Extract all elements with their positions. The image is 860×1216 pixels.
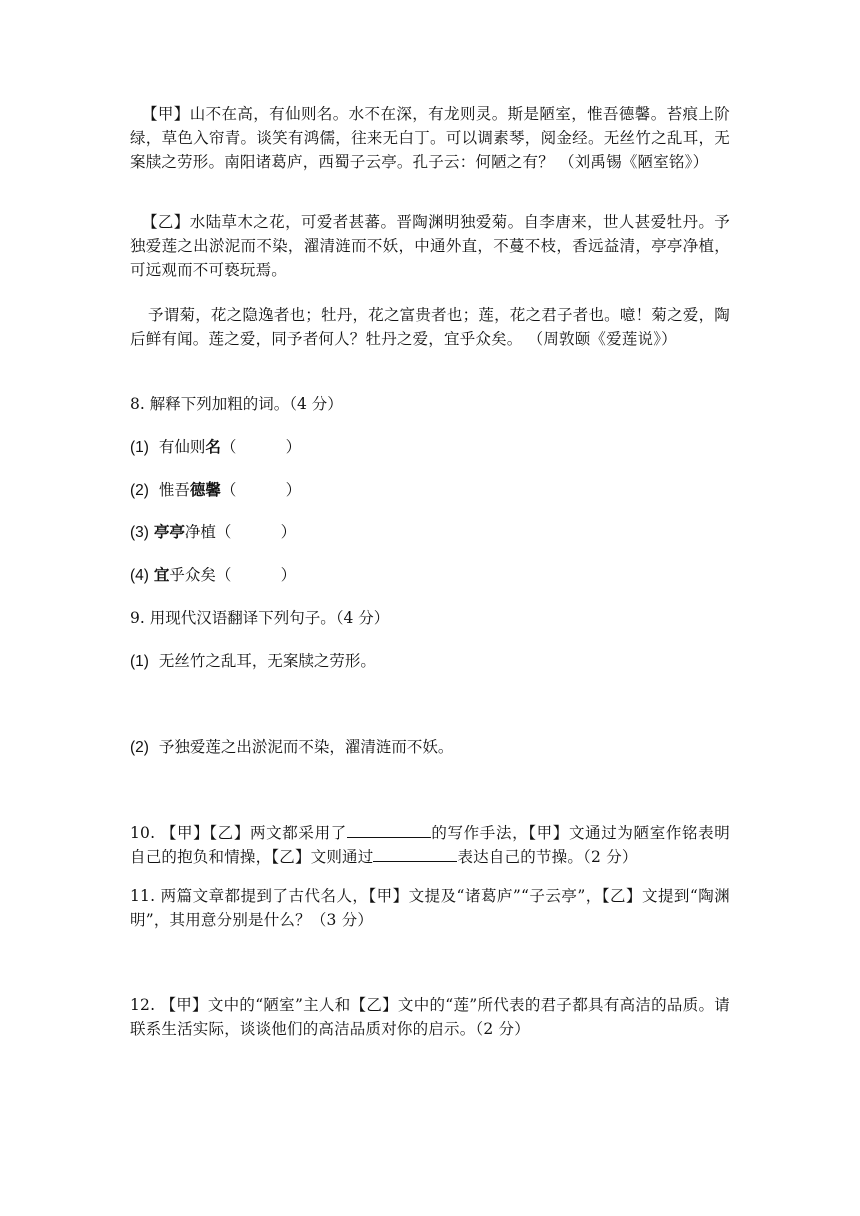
passage-jia: 【甲】山不在高，有仙则名。水不在深，有龙则灵。斯是陋室，惟吾德馨。苔痕上阶绿，草色入帘青。谈笑有鸿儒，往来无白丁。可以调素琴，阅金经。无丝竹之乱耳，无案牍之劳形。南阳诸葛庐，西蜀子云亭。孔子云：何陋之有？ （刘禹锡《陋室铭》） [130, 105, 730, 171]
question-8-item-2 [130, 478, 301, 503]
question-12: 12. 【甲】文中的“陋室”主人和【乙】文中的“莲”所代表的君子都具有高洁的品质。请联系生活实际，谈谈他们的高洁品质对你的启示。（2 分） [130, 996, 730, 1038]
fill-in-blank-1[interactable] [347, 821, 431, 838]
answer-parentheses: 乎众矣（ ） [169, 566, 297, 584]
question-8-item-3 [130, 520, 296, 545]
question-10 [130, 821, 730, 869]
passage-yi-paragraph-1: 【乙】水陆草木之花，可爱者甚蕃。晋陶渊明独爱菊。自李唐来，世人甚爱牡丹。予独爱莲之出淤泥而不染，濯清涟而不妖，中通外直，不蔓不枝，香远益清，亭亭净植，可远观而不可亵玩焉。 [130, 213, 730, 279]
answer-parentheses: 净植（ ） [184, 523, 297, 541]
item-number: (1) [130, 653, 149, 670]
question-8-item-4 [130, 563, 296, 588]
item-text: 无丝竹之乱耳，无案牍之劳形。 [158, 652, 376, 670]
bold-word: 宜 [153, 565, 170, 584]
question-8-item-1 [130, 435, 301, 460]
item-text-pre: 惟吾 [158, 481, 190, 499]
question-9-item-1 [130, 649, 376, 674]
bold-word: 亭亭 [153, 522, 185, 541]
fill-in-blank-2[interactable] [373, 845, 457, 862]
item-number: (4) [130, 567, 149, 584]
question-8-title: 8. 解释下列加粗的词。（4 分） [130, 395, 343, 413]
item-number: (2) [130, 482, 149, 499]
item-text-pre: 有仙则 [158, 438, 206, 456]
question-10-part-1: 10. 【甲】【乙】两文都采用了 [130, 824, 347, 842]
question-9-item-2 [130, 735, 453, 760]
answer-parentheses: （ ） [220, 438, 302, 456]
item-number: (1) [130, 439, 149, 456]
question-9-title: 9. 用现代汉语翻译下列句子。（4 分） [130, 609, 390, 627]
item-text: 予独爱莲之出淤泥而不染，濯清涟而不妖。 [158, 738, 454, 756]
answer-parentheses: （ ） [220, 481, 302, 499]
bold-word: 名 [205, 437, 221, 456]
item-number: (3) [130, 524, 149, 541]
question-10-part-3: 表达自己的节操。（2 分） [457, 848, 638, 866]
bold-word: 德馨 [189, 480, 221, 499]
item-number: (2) [130, 739, 149, 756]
passage-yi-paragraph-2: 予谓菊，花之隐逸者也；牡丹，花之富贵者也；莲，花之君子者也。噫！菊之爱，陶后鲜有闻。莲之爱，同予者何人？牡丹之爱，宜乎众矣。 （周敦颐《爱莲说》） [130, 306, 730, 348]
question-10-part-2: 的写作手法，【甲】文通过为陋室作铭表明自己的抱负和情操，【乙】文则通过 [130, 824, 730, 866]
question-11: 11. 两篇文章都提到了古代名人，【甲】文提及“诸葛庐”“子云亭”，【乙】文提到“陶渊明”，其用意分别是什么？（3 分） [130, 887, 730, 929]
